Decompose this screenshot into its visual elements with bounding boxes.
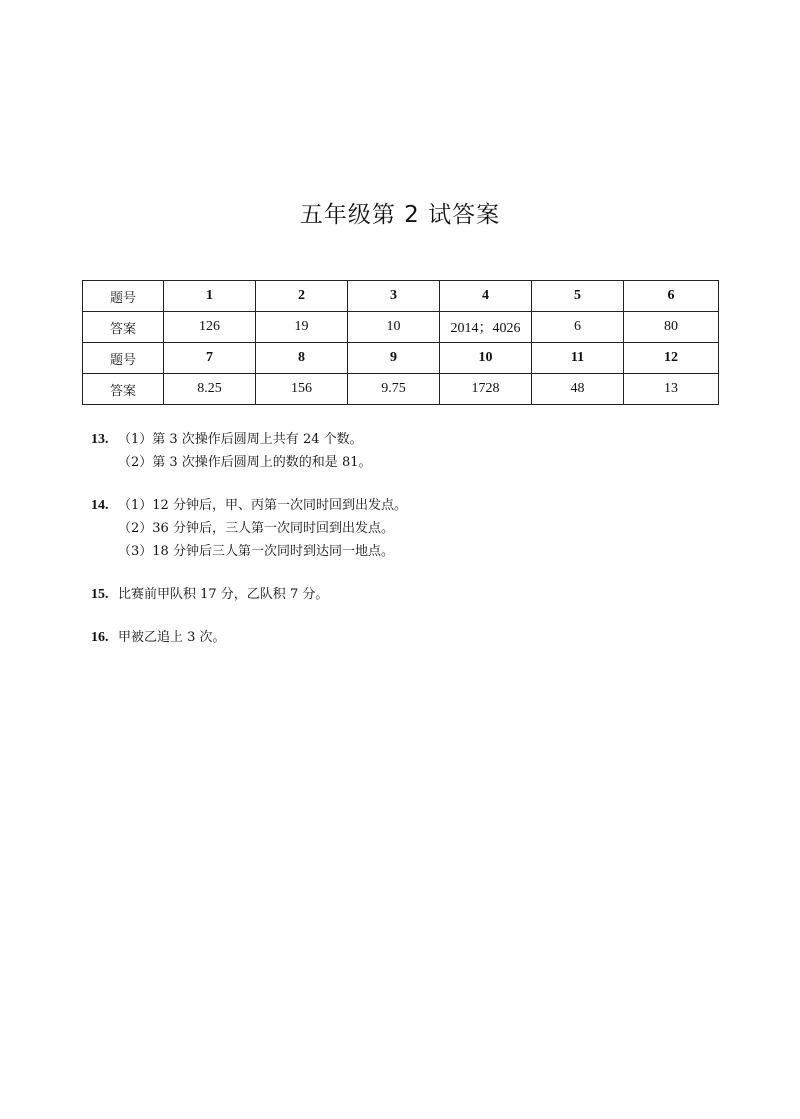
page-title: 五年级第 2 试答案 xyxy=(299,202,501,228)
table-row xyxy=(83,281,719,312)
answer-line: （2）36 分钟后，三人第一次同时回到出发点。 xyxy=(118,521,394,536)
row-label: 答案 xyxy=(83,374,164,405)
answer-cell: 48 xyxy=(532,374,624,405)
question-number-cell: 1 xyxy=(164,281,256,312)
problem-13 xyxy=(91,428,731,474)
answer-cell: 10 xyxy=(348,312,440,343)
answer-line: （1）第 3 次操作后圆周上共有 24 个数。 xyxy=(118,432,363,447)
table-row xyxy=(83,312,719,343)
question-number-cell: 11 xyxy=(532,343,624,374)
row-label: 答案 xyxy=(83,312,164,343)
answer-cell: 80 xyxy=(624,312,719,343)
row-label: 题号 xyxy=(83,343,164,374)
question-number-cell: 4 xyxy=(440,281,532,312)
answer-line: （2）第 3 次操作后圆周上的数的和是 81。 xyxy=(118,455,372,470)
answer-cell: 6 xyxy=(532,312,624,343)
problem-answers xyxy=(91,428,731,669)
answer-cell: 2014；4026 xyxy=(440,312,532,343)
question-number-cell: 6 xyxy=(624,281,719,312)
answer-cell: 1728 xyxy=(440,374,532,405)
question-number-cell: 3 xyxy=(348,281,440,312)
question-number-cell: 7 xyxy=(164,343,256,374)
problem-number: 15. xyxy=(91,587,109,602)
problem-number: 16. xyxy=(91,630,109,645)
answer-table xyxy=(82,280,719,405)
row-label: 题号 xyxy=(83,281,164,312)
question-number-cell: 12 xyxy=(624,343,719,374)
question-number-cell: 10 xyxy=(440,343,532,374)
answer-cell: 126 xyxy=(164,312,256,343)
answer-cell: 9.75 xyxy=(348,374,440,405)
answer-cell: 19 xyxy=(256,312,348,343)
problem-16 xyxy=(91,626,731,649)
answer-line: （1）12 分钟后，甲、丙第一次同时回到出发点。 xyxy=(118,498,407,513)
answer-cell: 8.25 xyxy=(164,374,256,405)
question-number-cell: 8 xyxy=(256,343,348,374)
problem-14 xyxy=(91,494,731,563)
answer-cell: 156 xyxy=(256,374,348,405)
answer-line: 比赛前甲队积 17 分，乙队积 7 分。 xyxy=(118,587,329,602)
problem-number: 13. xyxy=(91,432,109,447)
answer-line: 甲被乙追上 3 次。 xyxy=(118,630,226,645)
question-number-cell: 5 xyxy=(532,281,624,312)
answer-line: （3）18 分钟后三人第一次同时到达同一地点。 xyxy=(118,544,394,559)
table-row xyxy=(83,343,719,374)
problem-15 xyxy=(91,583,731,606)
table-row xyxy=(83,374,719,405)
question-number-cell: 2 xyxy=(256,281,348,312)
answer-cell: 13 xyxy=(624,374,719,405)
question-number-cell: 9 xyxy=(348,343,440,374)
problem-number: 14. xyxy=(91,498,109,513)
